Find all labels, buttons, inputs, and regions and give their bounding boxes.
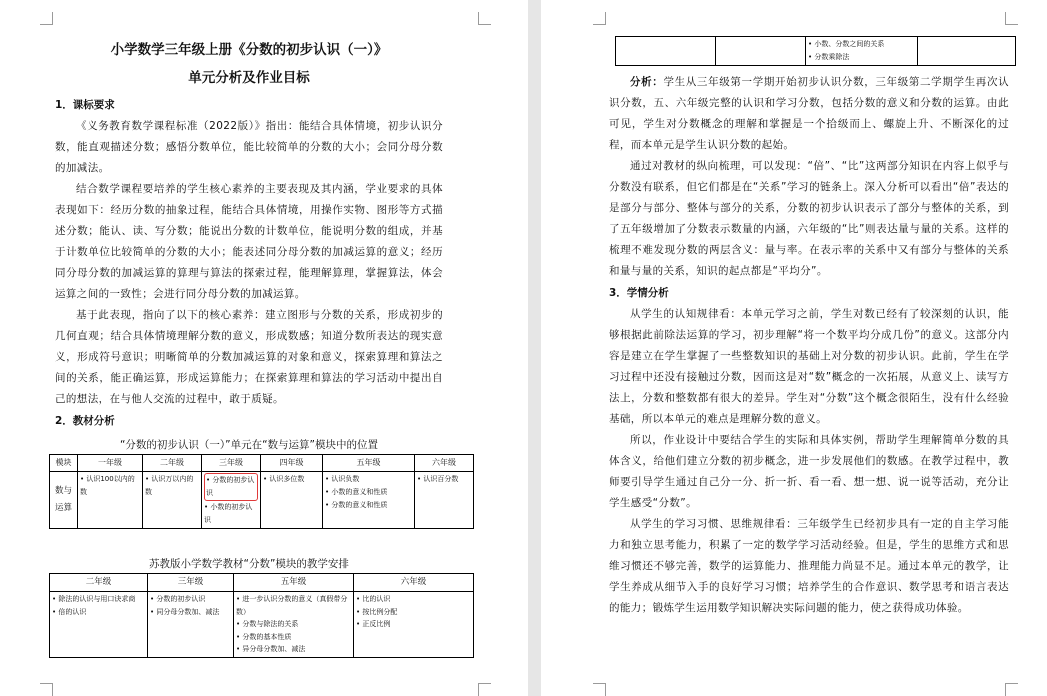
analysis-text: 学生从三年级第一学期开始初步认识分数，三年级第二学期学生再次认识分数，五、六年级完整的认识和学习分数，包括分数的意义和分数的运算。由此可见，学生对分数概念的理解和掌握是一个拾级而上、螺旋上升、不断深化的过程，而本单元是学生认识分数的起始。 [609, 76, 1009, 151]
paragraph: 通过对教材的纵向梳理，可以发现：“倍”、“比”这两部分知识在内容上似乎与分数没有联系，但它们都是在“关系”学习的链条上。深入分析可以看出“倍”表达的是部分与部分、整体与部分的关系，分数的初步认识表示了部分与整体的关系，到了五年级增加了分数表示数量的内涵，六年级的“比”则表达量与量的关系。这样的梳理不难发现分数的两层含义：量与率。在表示率的关系中又有部分与整体的关系和量与量的关系，知识的起点都是“平均分”。 [609, 160, 1009, 277]
analysis-label: 分析： [630, 76, 664, 88]
table-header-row [50, 455, 474, 472]
cell-item: • 小数、分数之间的关系 [808, 40, 885, 48]
document-subtitle: 单元分析及作业目标 [188, 70, 310, 86]
cell-item: • 小数的初步认识 [204, 503, 253, 524]
spacer [55, 529, 443, 551]
table-row [616, 37, 1016, 66]
cell-item: • 同分母分数加、减法 [150, 607, 220, 616]
table-cell [323, 472, 415, 529]
cell-item: • 进一步认识分数的意义（真假带分数） [236, 595, 348, 616]
table-cell [354, 592, 474, 658]
paragraph: 从学生的认知规律看：本单元学习之前，学生对数已经有了较深刻的认识，能够根据此前除法运算的学习，初步理解“将一个数平均分成几份”的意义。这部分内容是建立在学生掌握了一些整数知识的基础上对分数的初步认识。此前，学生在学习过程中还没有接触过分数，因而这是对“数”概念的一次拓展，从意义上、读写方法上，分数和整数都有很大的差异。学生对“分数”这个概念很陌生，没有什么经验基础，所以本单元的难点是理解分数的意义。 [609, 308, 1009, 425]
row-header-cell: 数与运算 [50, 472, 78, 529]
table-row [50, 472, 474, 529]
table-cell [415, 472, 474, 529]
cell-item: • 比的认识 [356, 595, 391, 603]
table-caption-teaching-arrangement: 苏教版小学数学教材“分数”模块的教学安排 [149, 558, 349, 570]
header-cell: 模块 [50, 455, 78, 472]
header-cell: 四年级 [261, 455, 323, 472]
document-page-right [541, 0, 1047, 696]
crop-mark [478, 12, 491, 25]
cell-item: • 除法的认识与用口诀求商 [52, 595, 136, 603]
table-header-row [50, 574, 474, 592]
cell-item: • 分数乘除法 [808, 53, 850, 61]
paragraph: 从学生的学习习惯、思维规律看：三年级学生已经初步具有一定的自主学习能力和独立思考能力，积累了一定的数学学习活动经验。但是，学生的思维方式和思维习惯还不够完善，数学的运算能力、推理能力尚显不足。通过本单元的教学，让学生养成从细节入手的良好学习习惯；培养学生的合作意识、数学思考和语言表达的能力；锻炼学生运用数学知识解决实际问题的能力，使之获得成功体验。 [609, 518, 1009, 614]
cell-item: • 分数的意义和性质 [325, 501, 388, 509]
cell-item: • 按比例分配 [356, 607, 398, 616]
header-cell: 五年级 [234, 574, 354, 592]
cell-item: • 认识负数 [325, 475, 360, 483]
crop-mark [1005, 683, 1018, 696]
cell-item: • 分数与除法的关系 [236, 620, 299, 628]
document-title: 小学数学三年级上册《分数的初步认识（一）》 [110, 42, 388, 58]
paragraph: 所以，作业设计中要结合学生的实际和具体实例，帮助学生理解简单分数的具体含义，给他们建立分数的初步概念，进一步发展他们的数感。在教学过程中，教师要引导学生通过自己分一分、折一折、看一看、想一想、说一说等活动，充分让学生感受“分数”。 [609, 434, 1009, 509]
crop-mark [478, 683, 491, 696]
table-cell [50, 592, 148, 658]
cell-item: • 正反比例 [356, 620, 391, 628]
cell-item: • 分数的初步认识 [150, 595, 206, 603]
crop-mark [593, 683, 606, 696]
header-cell: 六年级 [354, 574, 474, 592]
crop-mark [1005, 12, 1018, 25]
table-cell [716, 37, 806, 66]
crop-mark [40, 683, 53, 696]
section-heading-textbook: 2．教材分析 [55, 415, 115, 427]
cell-item: • 分数的基本性质 [236, 632, 292, 641]
header-cell: 二年级 [143, 455, 202, 472]
cell-item: • 小数的意义和性质 [325, 488, 388, 496]
header-cell: 五年级 [323, 455, 415, 472]
right-page-content [609, 36, 1009, 619]
table-cell [78, 472, 143, 529]
section-heading-learner-analysis: 3．学情分析 [609, 287, 669, 299]
cell-item: • 认识100以内的数 [80, 475, 135, 496]
module-position-table [49, 454, 474, 529]
table-caption-module-position: “分数的初步认识（一）”单元在“数与运算”模块中的位置 [119, 439, 378, 451]
crop-mark [40, 12, 53, 25]
table-cell [918, 37, 1016, 66]
paragraph: 基于此表现，指向了以下的核心素养：建立图形与分数的关系，形成初步的几何直观；结合具体情境理解分数的意义，形成数感；知道分数所表达的现实意义，形成符号意识；明晰简单的分数加减运算的对象和意义，探索算理和算法之间的关系，能正确运算，形成运算能力；在探索算理和算法的学习活动中提出自己的想法，在与他人交流的过程中，敢于质疑。 [55, 309, 443, 405]
paragraph: 《义务教育数学课程标准（2022版）》指出：能结合具体情境，初步认识分数，能直观描述分数；感悟分数单位，能比较简单的分数的大小；会同分母分数的加减法。 [55, 120, 443, 174]
header-cell: 二年级 [50, 574, 148, 592]
table-row [50, 592, 474, 658]
table-cell [202, 472, 261, 529]
section-heading-curriculum: 1．课标要求 [55, 99, 115, 111]
header-cell: 一年级 [78, 455, 143, 472]
paragraph: 结合数学课程要培养的学生核心素养的主要表现及其内涵，学业要求的具体表现如下：经历分数的抽象过程，能结合具体情境，用操作实物、图形等方式描述分数；能认、读、写分数；能说出分数的计数单位，能说明分数的组成，并基于计数单位比较简单的分数的大小；能表述同分母分数的加减运算的意义；经历同分母分数的加减运算的算理与算法的探索过程，能理解算理，掌握算法，体会运算之间的一致性；会进行同分母分数的加减运算。 [55, 183, 443, 300]
header-cell: 六年级 [415, 455, 474, 472]
table-cell [148, 592, 234, 658]
cell-item: • 认识万以内的数 [145, 475, 194, 496]
header-cell: 三年级 [148, 574, 234, 592]
teaching-arrangement-table [49, 573, 474, 658]
cell-item: • 认识多位数 [263, 475, 305, 483]
highlighted-unit-marker: • 分数的初步认识 [204, 473, 258, 501]
left-page-content [52, 34, 459, 658]
table-cell [806, 37, 918, 66]
cell-item: • 倍的认识 [52, 607, 87, 616]
header-cell: 三年级 [202, 455, 261, 472]
cell-item: • 认识百分数 [417, 475, 459, 483]
table-cell [261, 472, 323, 529]
table-cell [143, 472, 202, 529]
cell-item: • 异分母分数加、减法 [236, 645, 306, 653]
table-cell [616, 37, 716, 66]
crop-mark [593, 12, 606, 25]
paragraph [609, 72, 1009, 156]
teaching-arrangement-table-continued [615, 36, 1016, 66]
table-cell [234, 592, 354, 658]
